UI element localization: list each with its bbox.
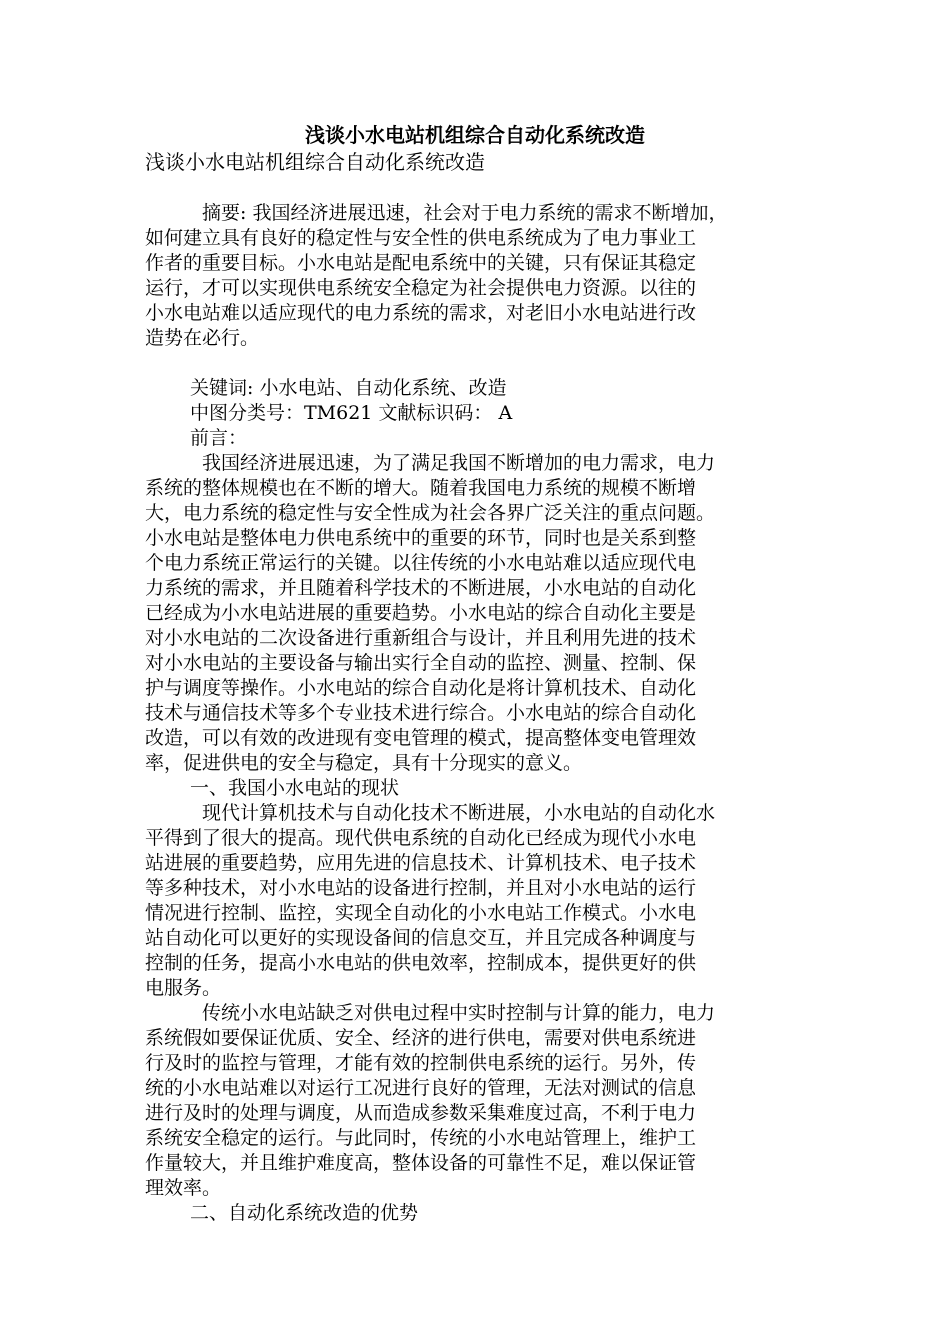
abstract-line: 造势在必行。 <box>145 327 260 349</box>
section1-paragraph-1 <box>145 801 805 1001</box>
abstract-line: 运行，才可以实现供电系统安全稳定为社会提供电力资源。以往的 <box>145 277 697 299</box>
paragraph-line: 等多种技术，对小水电站的设备进行控制，并且对小水电站的运行 <box>145 877 697 899</box>
paragraph-line: 统的小水电站难以对运行工况进行良好的管理，无法对测试的信息 <box>145 1077 697 1099</box>
paragraph-line: 现代计算机技术与自动化技术不断进展，小水电站的自动化水 <box>202 802 716 824</box>
document-body <box>145 150 805 1226</box>
paragraph-line: 系统假如要保证优质、安全、经济的进行供电，需要对供电系统进 <box>145 1027 697 1049</box>
abstract-line: 摘要: 我国经济进展迅速，社会对于电力系统的需求不断增加， <box>202 202 728 224</box>
preface-line: 个电力系统正常运行的关键。以往传统的小水电站难以适应现代电 <box>145 552 697 574</box>
preface-line: 改造，可以有效的改进现有变电管理的模式，提高整体变电管理效 <box>145 727 697 749</box>
classification-line: 中图分类号：TM621 文献标识码： A <box>190 402 513 424</box>
paragraph-line: 平得到了很大的提高。现代供电系统的自动化已经成为现代小水电 <box>145 827 697 849</box>
section1-paragraph-2 <box>145 1001 805 1201</box>
spacer <box>145 176 805 201</box>
paragraph-line: 行及时的监控与管理，才能有效的控制供电系统的运行。另外，传 <box>145 1052 697 1074</box>
preface-line: 技术与通信技术等多个专业技术进行综合。小水电站的综合自动化 <box>145 702 697 724</box>
document-subtitle: 浅谈小水电站机组综合自动化系统改造 <box>145 150 485 174</box>
preface-line: 已经成为小水电站进展的重要趋势。小水电站的综合自动化主要是 <box>145 602 697 624</box>
paragraph-line: 控制的任务，提高小水电站的供电效率，控制成本，提供更好的供 <box>145 952 697 974</box>
abstract-line: 小水电站难以适应现代的电力系统的需求，对老旧小水电站进行改 <box>145 302 697 324</box>
preface-line: 力系统的需求，并且随着科学技术的不断进展，小水电站的自动化 <box>145 577 697 599</box>
paragraph-line: 理效率。 <box>145 1177 222 1199</box>
preface-line: 对小水电站的二次设备进行重新组合与设计，并且利用先进的技术 <box>145 627 697 649</box>
section-heading-2: 二、自动化系统改造的优势 <box>190 1202 419 1224</box>
preface-line: 护与调度等操作。小水电站的综合自动化是将计算机技术、自动化 <box>145 677 697 699</box>
preface-paragraph <box>145 451 805 776</box>
spacer <box>145 351 805 376</box>
section-heading-1: 一、我国小水电站的现状 <box>190 777 400 799</box>
abstract-line: 作者的重要目标。小水电站是配电系统中的关键，只有保证其稳定 <box>145 252 697 274</box>
abstract-line: 如何建立具有良好的稳定性与安全性的供电系统成为了电力事业工 <box>145 227 697 249</box>
preface-line: 对小水电站的主要设备与输出实行全自动的监控、测量、控制、保 <box>145 652 697 674</box>
paragraph-line: 电服务。 <box>145 977 222 999</box>
paragraph-line: 站进展的重要趋势，应用先进的信息技术、计算机技术、电子技术 <box>145 852 697 874</box>
paragraph-line: 情况进行控制、监控，实现全自动化的小水电站工作模式。小水电 <box>145 902 697 924</box>
paragraph-line: 进行及时的处理与调度，从而造成参数采集难度过高，不利于电力 <box>145 1102 697 1124</box>
paragraph-line: 系统安全稳定的运行。与此同时，传统的小水电站管理上，维护工 <box>145 1127 697 1149</box>
abstract-paragraph <box>145 201 805 351</box>
paragraph-line: 作量较大，并且维护难度高，整体设备的可靠性不足，难以保证管 <box>145 1152 697 1174</box>
preface-line: 系统的整体规模也在不断的增大。随着我国电力系统的规模不断增 <box>145 477 697 499</box>
paragraph-line: 站自动化可以更好的实现设备间的信息交互，并且完成各种调度与 <box>145 927 697 949</box>
keywords-line: 关键词: 小水电站、自动化系统、改造 <box>190 377 507 399</box>
preface-line: 我国经济进展迅速，为了满足我国不断增加的电力需求，电力 <box>202 452 716 474</box>
preface-line: 率，促进供电的安全与稳定，具有十分现实的意义。 <box>145 752 583 774</box>
preface-line: 大，电力系统的稳定性与安全性成为社会各界广泛关注的重点问题。 <box>145 502 716 524</box>
document-title: 浅谈小水电站机组综合自动化系统改造 <box>305 123 645 147</box>
preface-line: 小水电站是整体电力供电系统中的重要的环节，同时也是关系到整 <box>145 527 697 549</box>
paragraph-line: 传统小水电站缺乏对供电过程中实时控制与计算的能力，电力 <box>202 1002 716 1024</box>
preface-label: 前言： <box>190 427 248 449</box>
